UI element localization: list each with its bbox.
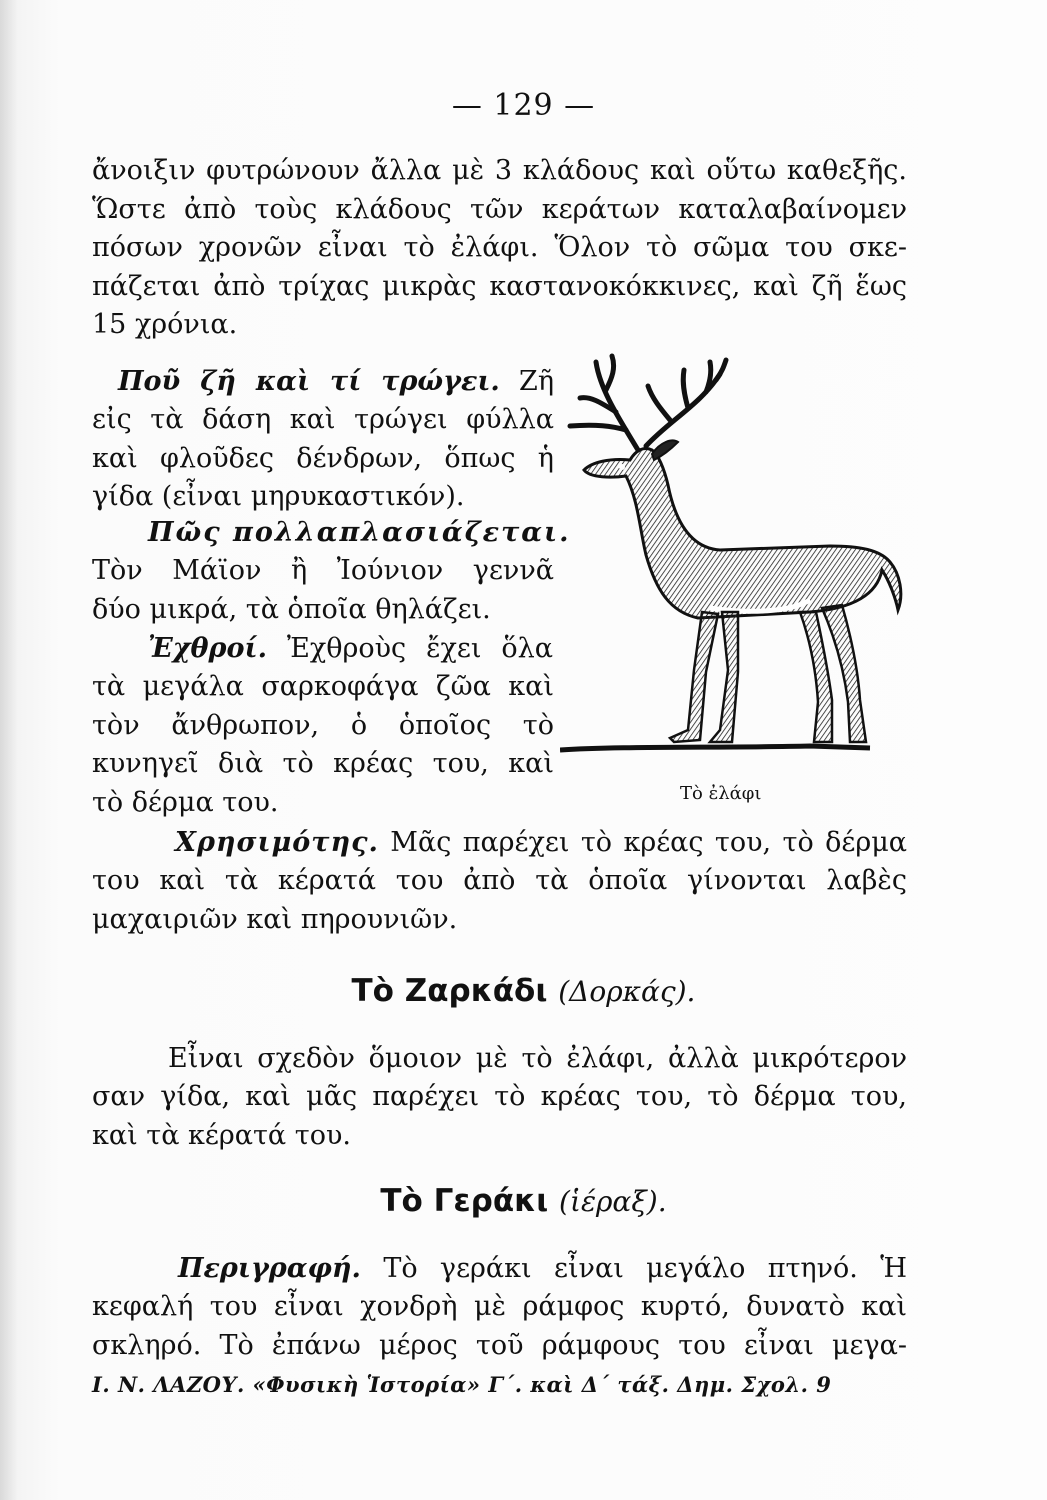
hawk-heading: Περιγραφή. (178, 1253, 361, 1284)
page-number: — 129 — (451, 88, 596, 123)
where-lives-body (92, 401, 554, 517)
roe-deer-subtitle: (Δορκάς). (558, 975, 696, 1008)
usefulness-first: Μᾶς παρέχει τὸ κρέας του, τὸ δέρμα (378, 827, 907, 858)
ground-icon (560, 746, 870, 750)
hawk-subtitle: (ἱέραξ). (559, 1185, 667, 1218)
reproduction-heading: Πῶς πολλαπλασιάζεται. (148, 517, 571, 548)
roe-deer-body (92, 1078, 907, 1155)
text-line: δύο μικρά, τὰ ὁποῖα θηλάζει. (92, 593, 491, 625)
enemies-heading: Ἐχθροί. (148, 633, 267, 664)
hawk-first: Τὸ γεράκι εἶναι μεγάλο πτηνό. Ἡ (360, 1253, 907, 1284)
usefulness-body (92, 862, 907, 939)
text-line: του καὶ τὰ κέρατά του ἀπὸ τὰ ὁποῖα γίνονται λαβὲς (92, 865, 907, 896)
text-line: γίδα (εἶναι μηρυκαστικόν). (92, 481, 465, 512)
reproduction-heading-line (148, 514, 571, 553)
text-line (148, 630, 553, 669)
text-line: καὶ τὰ κέρατά του. (92, 1119, 351, 1151)
intro-paragraph (92, 152, 907, 345)
text-line: 15 χρόνια. (92, 309, 238, 340)
text-line: σκληρό. Τὸ ἐπάνω μέρος τοῦ ράμφους του εἶναι μεγα- (92, 1329, 907, 1361)
text-line: Τὸν Μάϊον ἢ Ἰούνιον γεννᾶ (92, 555, 554, 586)
roe-deer-title-text: Τὸ Ζαρκάδι (351, 973, 548, 1009)
usefulness-paragraph (175, 824, 907, 863)
where-lives-paragraph (118, 363, 554, 402)
page-footer: Ι. Ν. ΛΑΖΟΥ. «Φυσικὴ Ἱστορία» Γ΄. καὶ Δ΄ τάξ. Δημ. Σχολ. 9 (92, 1372, 832, 1397)
text-line: κυνηγεῖ διὰ τὸ κρέας του, καὶ (92, 748, 554, 779)
hawk-title (0, 1183, 1047, 1219)
hawk-title-text: Τὸ Γεράκι (380, 1183, 549, 1219)
text-line: τὰ μεγάλα σαρκοφάγα ζῶα καὶ (92, 671, 554, 702)
where-lives-heading: Ποῦ ζῆ καὶ τί τρώγει. (118, 366, 500, 397)
roe-deer-first-line (168, 1040, 907, 1079)
where-lives-first: Ζῆ (499, 366, 554, 397)
text-line: καὶ φλοῦδες δένδρων, ὅπως ἡ (92, 442, 554, 474)
text-line: τὸ δέρμα του. (92, 786, 279, 818)
usefulness-heading: Χρησιμότης. (175, 827, 379, 858)
text-line: σαν γίδα, καὶ μᾶς παρέχει τὸ κρέας του, τὸ δέρμα του, (92, 1081, 907, 1112)
text-line: μαχαιριῶν καὶ πηρουνιῶν. (92, 903, 458, 935)
hawk-body (92, 1288, 907, 1365)
deer-caption: Τὸ ἐλάφι (680, 783, 762, 804)
deer-illustration (560, 350, 910, 770)
text-line: Ὥστε ἀπὸ τοὺς κλάδους τῶν κεράτων καταλαβαίνομεν (92, 193, 907, 225)
reproduction-body (92, 552, 554, 629)
text-line: ἄνοιξιν φυτρώνουν ἄλλα μὲ 3 κλάδους καὶ οὕτω καθεξῆς. (92, 155, 907, 186)
deer-body-icon (584, 441, 901, 743)
text-line: εἰς τὰ δάση καὶ τρώγει φύλλα (92, 404, 554, 435)
text-line (118, 363, 554, 402)
antler-icon (570, 356, 726, 450)
text-line: κεφαλή του εἶναι χονδρὴ μὲ ράμφος κυρτό, δυνατὸ καὶ (92, 1291, 907, 1322)
enemies-paragraph (148, 630, 553, 669)
text-line (175, 824, 907, 863)
text-line: Εἶναι σχεδὸν ὅμοιον μὲ τὸ ἐλάφι, ἀλλὰ μικρότερον (168, 1043, 907, 1074)
enemies-body (92, 668, 554, 822)
text-line: πόσων χρονῶν εἶναι τὸ ἐλάφι. Ὅλον τὸ σῶμα του σκε- (92, 232, 907, 263)
text-line: τὸν ἄνθρωπον, ὁ ὁποῖος τὸ (92, 709, 554, 741)
hawk-paragraph (178, 1250, 907, 1289)
enemies-first: Ἐχθροὺς ἔχει ὅλα (266, 633, 553, 664)
text-line (178, 1250, 907, 1289)
roe-deer-title (0, 973, 1047, 1009)
text-line: πάζεται ἀπὸ τρίχας μικρὰς καστανοκόκκινες, καὶ ζῆ ἕως (92, 270, 907, 302)
